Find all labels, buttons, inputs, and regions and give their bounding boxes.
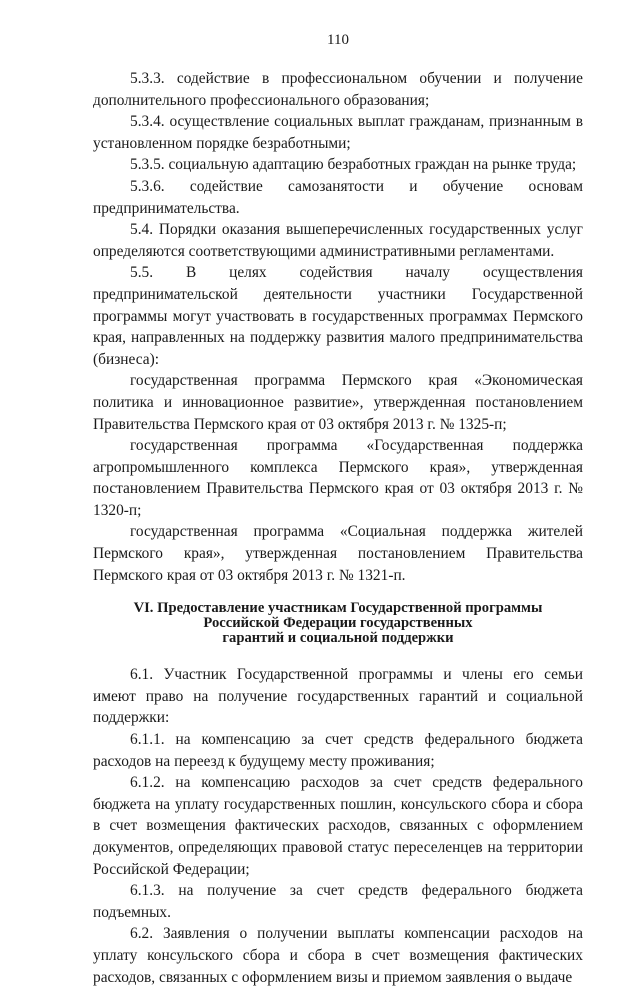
document-page [93, 30, 583, 988]
paragraph-5-3-4: 5.3.4. осуществление социальных выплат гражданам, признанным в установленном порядке безработными; [93, 113, 583, 152]
paragraph-6-2: 6.2. Заявления о получении выплаты компенсации расходов на уплату консульского сбора и сбора в счет возмещения фактических расходов, связанных с оформлением визы и приемом заявления о выдаче [93, 925, 583, 986]
paragraph-5-3-5: 5.3.5. социальную адаптацию безработных граждан на рынке труда; [130, 156, 577, 174]
paragraph-5-4: 5.4. Порядки оказания вышеперечисленных государственных услуг определяются соответствующими административными регламентами. [93, 221, 583, 260]
paragraph-5-3-6: 5.3.6. содействие самозанятости и обучение основам предпринимательства. [93, 177, 583, 217]
page-number: 110 [327, 32, 349, 48]
section-heading-line-1: VI. Предоставление участникам Государственной программы [133, 600, 543, 617]
paragraph-6-1-2: 6.1.2. на компенсацию расходов за счет средств федерального бюджета на уплату государственных пошлин, консульского сбора и сбора в счет возмещения фактических расходов, связанных с оформлением документов, определяющих правовой статус переселенцев на территории Российской Федерации; [93, 774, 583, 878]
program-agro-support: государственная программа «Государственная поддержка агропромышленного комплекса Пермского края», утвержденная постановлением Правительства Пермского края от 03 октября 2013 г. № 1320-п; [93, 437, 583, 519]
paragraph-5-5: 5.5. В целях содействия началу осуществления предпринимательской деятельности участники Государственной программы могут участвовать в государственных программах Пермского края, направленных на поддержку развития малого предпринимательства (бизнеса): [93, 264, 583, 368]
section-heading-line-2: Российской Федерации государственных [203, 615, 473, 632]
section-heading [93, 601, 583, 646]
paragraph-5-3-3: 5.3.3. содействие в профессиональном обучении и получение дополнительного профессионального образования; [93, 70, 583, 109]
section-heading-line-3: гарантий и социальной поддержки [222, 630, 454, 647]
paragraph-6-1-1: 6.1.1. на компенсацию за счет средств федерального бюджета расходов на переезд к будущему месту проживания; [93, 731, 583, 770]
program-social-support: государственная программа «Социальная поддержка жителей Пермского края», утвержденная постановлением Правительства Пермского края от 03 октября 2013 г. № 1321-п. [93, 523, 583, 584]
program-economic-policy: государственная программа Пермского края «Экономическая политика и инновационное развитие», утвержденная постановлением Правительства Пермского края от 03 октября 2013 г. № 1325-п; [93, 372, 583, 433]
paragraph-6-1-3: 6.1.3. на получение за счет средств федерального бюджета подъемных. [93, 882, 583, 921]
paragraph-6-1: 6.1. Участник Государственной программы и члены его семьи имеют право на получение государственных гарантий и социальной поддержки: [93, 666, 583, 727]
